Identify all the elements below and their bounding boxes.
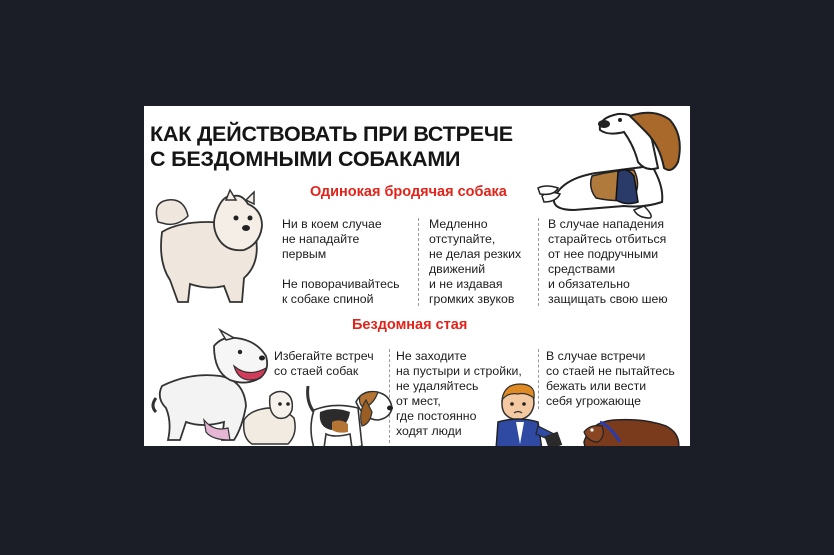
- pack-tip-avoid: Избегайте встреч со стаей собак: [274, 349, 374, 378]
- divider: [538, 218, 539, 306]
- spitz-dog-icon: [148, 192, 274, 304]
- divider: [418, 218, 419, 306]
- brown-dog-icon: [580, 412, 684, 446]
- page-title: [150, 122, 513, 172]
- title-line-1: КАК ДЕЙСТВОВАТЬ ПРИ ВСТРЕЧЕ: [150, 122, 513, 146]
- standing-beagle-icon: [304, 382, 396, 446]
- lone-dog-tip-defend: В случае нападения старайтесь отбиться от нее подручными средствами и обязательно защищать свою шею: [548, 217, 668, 306]
- lone-dog-tip-no-attack: Ни в коем случае не нападайте первым: [282, 217, 382, 261]
- section-heading-lone-dog: Одинокая бродячая собака: [310, 184, 507, 200]
- lying-beagle-icon: [534, 106, 690, 221]
- title-line-2: С БЕЗДОМНЫМИ СОБАКАМИ: [150, 147, 461, 171]
- pack-tip-no-run: В случае встречи со стаей не пытайтесь бежать или вести себя угрожающе: [546, 349, 675, 408]
- scared-man-icon: [488, 384, 560, 446]
- small-spitz-icon: [240, 390, 300, 446]
- lone-dog-tip-no-back: Не поворачивайтесь к собаке спиной: [282, 277, 400, 306]
- infographic-card: [144, 106, 690, 446]
- section-heading-pack: Бездомная стая: [352, 317, 468, 333]
- pack-tip-wasteland: Не заходите на пустыри и стройки, не удаляйтесь от мест, где постоянно ходят люди: [396, 349, 522, 438]
- lone-dog-tip-retreat: Медленно отступайте, не делая резких движений и не издавая громких звуков: [429, 217, 522, 306]
